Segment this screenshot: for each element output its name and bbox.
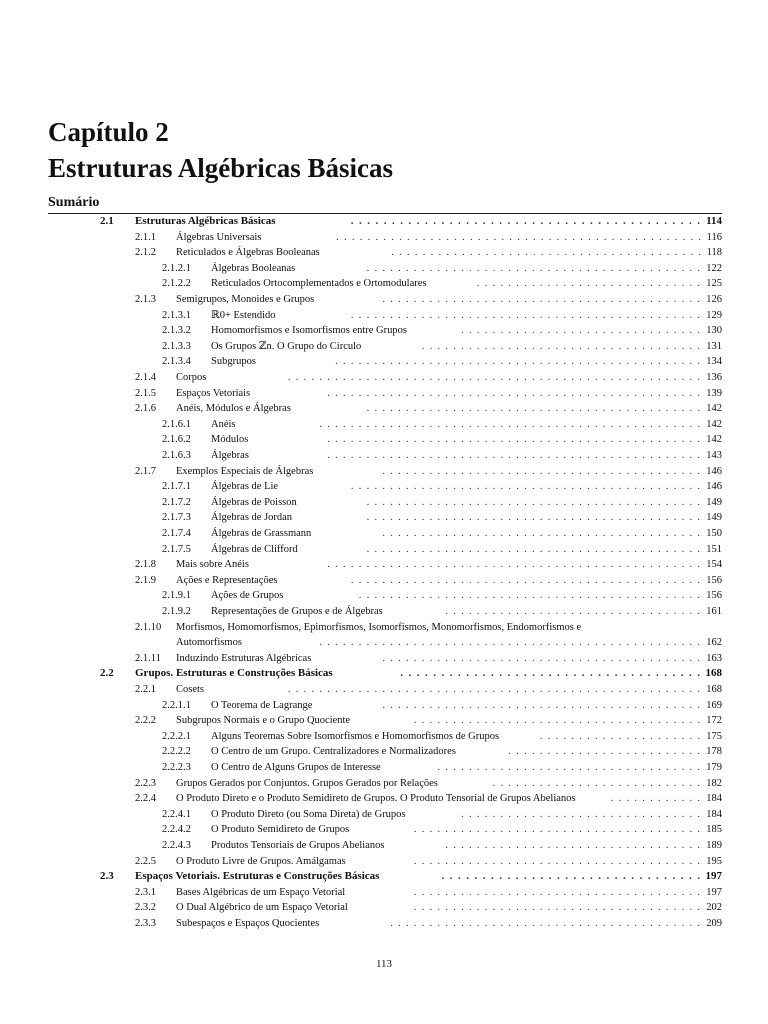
toc-leader-dots: . . . . . . . . . . . . . . . . . . . . . . . . . . . . . . . . . . . . . . . . . . . . . . . . . . . . . [287, 684, 700, 695]
toc-entry[interactable] [0, 838, 768, 854]
toc-entry-number: 2.1.6.3 [162, 450, 191, 461]
toc-entry-number: 2.1.7 [135, 465, 156, 477]
toc-entry-page: 182 [706, 777, 722, 789]
toc-entry[interactable] [0, 760, 768, 776]
toc-entry[interactable] [0, 588, 768, 604]
toc-entry-number: 2.1.9.1 [162, 590, 191, 602]
toc-entry[interactable] [0, 261, 768, 277]
toc-entry-number: 2.2.5 [135, 855, 156, 867]
toc-leader-dots: . . . . . . . . . . . . . . . . . . . . . . . . . . . . . . . . . . . . . [413, 902, 700, 914]
toc-entry-title: Subgrupos [211, 356, 256, 368]
toc-entry-title: Bases Algébricas de um Espaço Vetorial [176, 886, 346, 898]
toc-entry-page: 178 [706, 746, 722, 758]
toc-entry-title: Induzindo Estruturas Algébricas [176, 652, 312, 664]
toc-entry-number: 2.2.2.1 [162, 730, 191, 742]
toc-entry-title: Reticulados Ortocomplementados e Ortomodulares [211, 278, 427, 290]
toc-leader-dots: . . . . . . . . . . . . . . . . . . . . . . . . . . . . . . . . . . . . . . . . . . . . . . . [336, 231, 701, 243]
chapter-number: Capítulo 2 [48, 117, 169, 147]
toc-leader-dots: . . . . . . . . . . . . . . . . . . . . . . . . . . . . . . . . . . . . . . . . . . . . . [350, 574, 700, 586]
toc-leader-dots: . . . . . . . . . . . . . . . . . . . . . . . . . . . . . . . . . . . . . . . . . . . . . . . . [327, 387, 700, 399]
toc-entry-page: 149 [706, 496, 722, 508]
toc-entry-page: 197 [705, 870, 722, 883]
toc-entry-number: 2.1.7.3 [162, 512, 191, 524]
toc-leader-dots: . . . . . . . . . . . . . . . . . . . . . . . . . . . . . . . . . . . . . . . . . [382, 294, 700, 305]
toc-entry[interactable] [0, 526, 768, 542]
toc-entry-number: 2.1.2.1 [162, 262, 191, 274]
toc-entry-page: 122 [706, 262, 722, 274]
toc-entry-page: 134 [706, 356, 722, 368]
toc-entry-page: 129 [706, 309, 722, 321]
toc-entry-number: 2.1.10 [135, 621, 162, 633]
toc-entry-page: 168 [706, 684, 722, 695]
toc-entry-page: 116 [706, 231, 722, 243]
toc-leader-dots: . . . . . . . . . . . . . . . . . . . . . . . . . . . . . . . . . . . . . . . . . . . [366, 512, 700, 524]
toc-entry-title: Alguns Teoremas Sobre Isomorfismos e Homomorfismos de Grupos [211, 730, 500, 742]
toc-entry-title: Ações e Representações [176, 574, 278, 586]
toc-entry-number: 2.2.4.2 [162, 824, 191, 836]
toc-entry[interactable] [0, 510, 768, 526]
toc-leader-dots: . . . . . . . . . . . . . . . . . . . . . . . . . . . . . . . . . . . . . . . . . . . . . . . [335, 356, 700, 368]
toc-entry-title: Módulos [211, 434, 249, 446]
toc-entry[interactable] [0, 417, 768, 433]
toc-entry-number: 2.1.11 [135, 652, 161, 664]
toc-entry-page: 146 [706, 465, 722, 477]
toc-entry-number: 2.1.8 [135, 559, 156, 571]
toc-entry[interactable] [0, 339, 768, 355]
toc-entry[interactable] [0, 386, 768, 402]
toc-entry-title: Grupos. Estruturas e Construções Básicas [135, 667, 333, 680]
toc-entry-title: O Produto Direto e o Produto Semidireto de Grupos. O Produto Tensorial de Grupos Abelianos [176, 793, 576, 805]
toc-leader-dots: . . . . . . . . . . . . . . . . . . . . . . . . . . . . . . . . . [445, 606, 700, 617]
toc-entry-title: Os Grupos ℤn. O Grupo do Círculo [211, 340, 362, 352]
toc-entry-title: Espaços Vetoriais. Estruturas e Construções Básicas [135, 870, 380, 883]
toc-entry-number: 2.2.4.1 [162, 808, 191, 820]
toc-entry-page: 146 [706, 481, 722, 493]
toc-leader-dots: . . . . . . . . . . . . [610, 793, 700, 805]
toc-leader-dots: . . . . . . . . . . . . . . . . . . . . . . . . . . . . . . . . [441, 870, 700, 883]
toc-entry-number: 2.2.4 [135, 793, 156, 805]
toc-entry-title: Anéis [211, 418, 236, 430]
toc-entry[interactable] [0, 744, 768, 760]
toc-entry-page: 125 [706, 278, 722, 290]
toc-entry-page: 154 [706, 559, 722, 571]
toc-entry-page: 202 [706, 902, 722, 914]
toc-entry-title: Estruturas Algébricas Básicas [135, 215, 276, 227]
toc-entry-title: O Teorema de Lagrange [211, 699, 313, 711]
toc-entry[interactable] [0, 698, 768, 714]
toc-leader-dots: . . . . . . . . . . . . . . . . . . . . . . . . . . . . . . . . . . . . . . . . . . . [366, 403, 700, 415]
toc-leader-dots: . . . . . . . . . . . . . . . . . . . . . . . . . . . . . . . . . . . . . [413, 715, 700, 727]
toc-entry-number: 2.1.7.2 [162, 496, 191, 508]
toc-entry-page: 184 [706, 808, 722, 820]
toc-leader-dots: . . . . . . . . . . . . . . . . . . . . . . . . . . . . . . . . . . . . . . . . . . . . . . . . [327, 559, 700, 571]
toc-entry-number: 2.1.6.1 [162, 418, 191, 430]
toc-entry-number: 2.1.7.4 [162, 528, 191, 539]
toc-entry-title: Álgebras [211, 450, 249, 461]
toc-entry[interactable] [0, 292, 768, 308]
toc-entry-title: Álgebras de Poisson [211, 496, 297, 508]
toc-entry-number: 2.2.1 [135, 684, 156, 695]
toc-entry-page: 179 [706, 762, 722, 773]
summary-heading: Sumário [48, 195, 100, 210]
toc-leader-dots: . . . . . . . . . . . . . . . . . . . . . . . . . . . . . . . . . . . . . . . . . . . . . . . . . . . . . [287, 372, 700, 383]
toc-entry-title: Semigrupos, Monoides e Grupos [176, 294, 315, 305]
toc-entry[interactable] [0, 620, 768, 636]
toc-entry-page: 156 [706, 590, 722, 602]
chapter-name: Estruturas Algébricas Básicas [48, 153, 394, 183]
toc-entry-number: 2.1.5 [135, 387, 156, 399]
toc-entry[interactable] [0, 791, 768, 807]
toc-entry[interactable] [0, 807, 768, 823]
toc-entry-number: 2.1.4 [135, 372, 156, 383]
toc-leader-dots: . . . . . . . . . . . . . . . . . . . . . . . . . . . . . . . . . . . . . [413, 824, 700, 836]
toc-leader-dots: . . . . . . . . . . . . . . . . . . . . . . . . . . . . . . . . . . . . . . . . . [382, 465, 700, 477]
toc-entry[interactable] [0, 464, 768, 480]
toc-entry-title: Exemplos Especiais de Álgebras [176, 465, 314, 477]
toc-entry-number: 2.3.1 [135, 886, 156, 898]
toc-entry-title: O Produto Livre de Grupos. Amálgamas [176, 855, 346, 867]
toc-entry-title: Morfismos, Homomorfismos, Epimorfismos, Isomorfismos, Monomorfismos, Endomorfismos e [176, 621, 582, 633]
toc-leader-dots: . . . . . . . . . . . . . . . . . . . . . . . . . . . [492, 777, 700, 789]
toc-entry-title: O Dual Algébrico de um Espaço Vetorial [176, 902, 348, 914]
toc-entry[interactable] [0, 308, 768, 324]
toc-entry-title: Grupos Gerados por Conjuntos. Grupos Gerados por Relações [176, 777, 438, 789]
toc-leader-dots: . . . . . . . . . . . . . . . . . . . . . . . . . . . . . . . . . [445, 840, 700, 851]
toc-entry-title: Álgebras de Jordan [211, 512, 293, 524]
toc-entry-page: 149 [706, 512, 722, 524]
toc-entry[interactable] [0, 230, 768, 246]
toc-entry[interactable] [0, 900, 768, 916]
toc-entry-page: 142 [706, 418, 722, 430]
toc-entry[interactable] [0, 573, 768, 589]
toc-entry[interactable] [0, 822, 768, 838]
toc-leader-dots: . . . . . . . . . . . . . . . . . . . . . . . . . . . . . . . . . . . . . . . . . . . [366, 496, 700, 508]
toc-entry-number: 2.1.3.2 [162, 325, 191, 337]
toc-entry-page: 197 [706, 886, 722, 898]
toc-entry-number: 2.1 [100, 215, 114, 227]
toc-leader-dots: . . . . . . . . . . . . . . . . . . . . . . . . . . . . . . . [461, 808, 700, 820]
toc-leader-dots: . . . . . . . . . . . . . . . . . . . . . . . . . . . . . . . . . . . . . [400, 667, 700, 680]
toc-entry-title: Álgebras de Lie [211, 481, 279, 493]
toc-entry-page: 184 [706, 793, 722, 805]
toc-entry-number: 2.1.6 [135, 403, 156, 415]
toc-entry-title: Álgebras Booleanas [211, 262, 296, 274]
toc-entry[interactable] [0, 557, 768, 573]
toc-entry-title: Mais sobre Anéis [176, 559, 249, 571]
toc-entry-number: 2.1.7.5 [162, 543, 191, 555]
toc-entry-number: 2.1.3.3 [162, 340, 191, 352]
toc-entry-page: 172 [706, 715, 722, 727]
toc-entry-number: 2.2.3 [135, 777, 156, 789]
toc-entry[interactable] [0, 245, 768, 261]
toc-entry[interactable] [0, 604, 768, 620]
toc-entry[interactable] [0, 479, 768, 495]
chapter-title [48, 114, 393, 186]
toc-leader-dots: . . . . . . . . . . . . . . . . . . . . . [539, 730, 700, 742]
toc-entry-title: Álgebras de Grassmann [211, 528, 312, 539]
toc-entry[interactable] [0, 729, 768, 745]
toc-entry-number: 2.1.3.4 [162, 356, 191, 368]
toc-entry-page: 131 [706, 340, 722, 352]
toc-entry-title: Automorfismos [176, 637, 242, 649]
toc-entry-title: Produtos Tensoriais de Grupos Abelianos [211, 840, 385, 851]
toc-leader-dots: . . . . . . . . . . . . . . . . . . . . . . . . . . . . . . . [461, 325, 700, 337]
toc-entry-page: 185 [706, 824, 722, 836]
toc-entry-number: 2.1.9.2 [162, 606, 191, 617]
toc-entry[interactable] [0, 854, 768, 870]
toc-entry-title: Espaços Vetoriais [176, 387, 251, 399]
toc-entry-title: Álgebras de Clifford [211, 543, 298, 555]
toc-entry-title: Anéis, Módulos e Álgebras [176, 403, 291, 415]
toc-entry-number: 2.1.9 [135, 574, 156, 586]
toc-entry[interactable] [0, 635, 768, 651]
toc-entry-page: 151 [706, 543, 722, 555]
toc-entry-page: 209 [706, 918, 722, 929]
toc-entry-page: 142 [706, 403, 722, 415]
toc-entry-title: Homomorfismos e Isomorfismos entre Grupos [211, 325, 407, 337]
toc-entry-number: 2.1.3.1 [162, 309, 191, 321]
toc-leader-dots: . . . . . . . . . . . . . . . . . . . . . . . . . . . . . . . . . . . . . . . . . . . [366, 543, 700, 555]
toc-entry[interactable] [0, 354, 768, 370]
toc-entry-page: 143 [706, 450, 722, 461]
toc-entry-title: Subgrupos Normais e o Grupo Quociente [176, 715, 351, 727]
toc-entry-page: 114 [706, 215, 722, 227]
toc-entry[interactable] [0, 495, 768, 511]
toc-leader-dots: . . . . . . . . . . . . . . . . . . . . . . . . . . . . . . . . . . . . . . . . [390, 918, 700, 929]
toc-entry[interactable] [0, 713, 768, 729]
toc-entry-number: 2.2 [100, 667, 114, 680]
toc-entry-page: 136 [706, 372, 722, 383]
toc-entry-title: O Centro de um Grupo. Centralizadores e Normalizadores [211, 746, 456, 758]
toc-entry[interactable] [0, 885, 768, 901]
toc-entry[interactable] [0, 323, 768, 339]
toc-leader-dots: . . . . . . . . . . . . . . . . . . . . . . . . . . . . . . . . . . . . . . . . . [382, 699, 700, 711]
toc-entry-number: 2.3.2 [135, 902, 156, 914]
toc-entry-page: 189 [706, 840, 722, 851]
toc-entry-title: Reticulados e Álgebras Booleanas [176, 247, 320, 259]
toc-entry-page: 150 [706, 528, 722, 539]
toc-entry-number: 2.1.3 [135, 294, 156, 305]
toc-entry-page: 168 [705, 667, 722, 680]
toc-leader-dots: . . . . . . . . . . . . . . . . . . . . . . . . . . . . . . . . . . . . . [413, 886, 700, 898]
toc-entry-page: 161 [706, 606, 722, 617]
toc-entry[interactable] [0, 370, 768, 386]
toc-entry-title: O Centro de Alguns Grupos de Interesse [211, 762, 381, 773]
toc-leader-dots: . . . . . . . . . . . . . . . . . . . . . . . . . . . . . . . . . . . . . . . . [391, 247, 701, 259]
toc-entry-page: 195 [706, 855, 722, 867]
toc-entry-number: 2.1.1 [135, 231, 156, 243]
toc-entry[interactable] [0, 682, 768, 698]
toc-leader-dots: . . . . . . . . . . . . . . . . . . . . . . . . . . . . . . . . . . [437, 762, 700, 773]
toc-entry[interactable] [0, 401, 768, 417]
page-number: 113 [375, 958, 393, 970]
toc-entry-number: 2.2.4.3 [162, 840, 191, 851]
toc-leader-dots: . . . . . . . . . . . . . . . . . . . . . . . . . . . . . . . . . . . . [421, 340, 700, 352]
toc-entry-number: 2.2.2.3 [162, 762, 191, 773]
toc-entry[interactable] [0, 776, 768, 792]
toc-entry-title: Ações de Grupos [211, 590, 284, 602]
toc-leader-dots: . . . . . . . . . . . . . . . . . . . . . . . . . . . . . . . . . . . . . . . . . . . . . . . . [327, 450, 700, 461]
toc-entry-page: 162 [706, 637, 722, 649]
toc-leader-dots: . . . . . . . . . . . . . . . . . . . . . . . . . . . . . . . . . . . . . . . . . . . . . . . . . [319, 637, 700, 649]
toc-entry[interactable] [0, 542, 768, 558]
toc-leader-dots: . . . . . . . . . . . . . . . . . . . . . . . . . . . . . . . . . . . . . . . . . [382, 652, 700, 664]
toc-entry-title: Corpos [176, 372, 207, 383]
toc-entry-number: 2.1.2.2 [162, 278, 191, 290]
toc-leader-dots: . . . . . . . . . . . . . . . . . . . . . . . . . . . . . . . . . . . . . . . . . . . . . . . . . [319, 418, 700, 430]
toc-entry-page: 142 [706, 434, 722, 446]
toc-leader-dots: . . . . . . . . . . . . . . . . . . . . . . . . . . . . . . . . . . . . . . . . . . . [366, 262, 700, 274]
toc-entry[interactable] [0, 916, 768, 932]
toc-leader-dots: . . . . . . . . . . . . . . . . . . . . . . . . . . . . . [476, 278, 700, 290]
toc-entry-title: ℝ0+ Estendido [211, 309, 276, 321]
toc-leader-dots: . . . . . . . . . . . . . . . . . . . . . . . . . . . . . . . . . . . . . . . . . . . [350, 215, 700, 227]
toc-entry-title: Cosets [176, 684, 205, 695]
toc-section-entry[interactable] [0, 869, 768, 885]
toc-entry-page: 126 [706, 294, 722, 305]
toc-entry-page: 118 [706, 247, 722, 259]
toc-entry-title: Álgebras Universais [176, 231, 262, 243]
toc-entry-page: 163 [706, 652, 722, 664]
toc-entry[interactable] [0, 448, 768, 464]
toc-entry-title: O Produto Semidireto de Grupos [211, 824, 350, 836]
toc-entry-title: Subespaços e Espaços Quocientes [176, 918, 320, 929]
toc-entry-title: Representações de Grupos e de Álgebras [211, 606, 383, 617]
toc-leader-dots: . . . . . . . . . . . . . . . . . . . . . . . . . . . . . . . . . . . . . . . . . . . . . . . . [327, 434, 700, 446]
toc-entry-page: 169 [706, 699, 722, 711]
toc-entry[interactable] [0, 432, 768, 448]
toc-leader-dots: . . . . . . . . . . . . . . . . . . . . . . . . . . . . . . . . . . . . . . . . . . . . . [350, 481, 700, 493]
toc-entry-page: 139 [706, 387, 722, 399]
toc-entry-page: 156 [706, 574, 722, 586]
toc-entry-number: 2.2.1.1 [162, 699, 191, 711]
toc-entry-number: 2.3.3 [135, 918, 156, 929]
toc-entry-page: 175 [706, 730, 722, 742]
toc-entry[interactable] [0, 651, 768, 667]
toc-leader-dots: . . . . . . . . . . . . . . . . . . . . . . . . . [508, 746, 700, 758]
toc-entry-number: 2.2.2 [135, 715, 156, 727]
toc-entry-number: 2.1.7.1 [162, 481, 191, 493]
toc-section-entry[interactable] [0, 666, 768, 682]
toc-leader-dots: . . . . . . . . . . . . . . . . . . . . . . . . . . . . . . . . . . . . . . . . . [382, 528, 700, 539]
toc-entry-number: 2.3 [100, 870, 114, 883]
toc-entry-number: 2.1.6.2 [162, 434, 191, 446]
toc-leader-dots: . . . . . . . . . . . . . . . . . . . . . . . . . . . . . . . . . . . . . . . . . . . . [358, 590, 700, 602]
toc-entry-number: 2.1.2 [135, 247, 156, 259]
toc-entry-title: O Produto Direto (ou Soma Direta) de Grupos [211, 808, 406, 820]
toc-entry[interactable] [0, 276, 768, 292]
toc-leader-dots: . . . . . . . . . . . . . . . . . . . . . . . . . . . . . . . . . . . . . [413, 855, 700, 867]
toc-section-entry[interactable] [0, 214, 768, 230]
toc-entry-page: 130 [706, 325, 722, 337]
toc-entry-number: 2.2.2.2 [162, 746, 191, 758]
toc-leader-dots: . . . . . . . . . . . . . . . . . . . . . . . . . . . . . . . . . . . . . . . . . . . . . [350, 309, 700, 321]
